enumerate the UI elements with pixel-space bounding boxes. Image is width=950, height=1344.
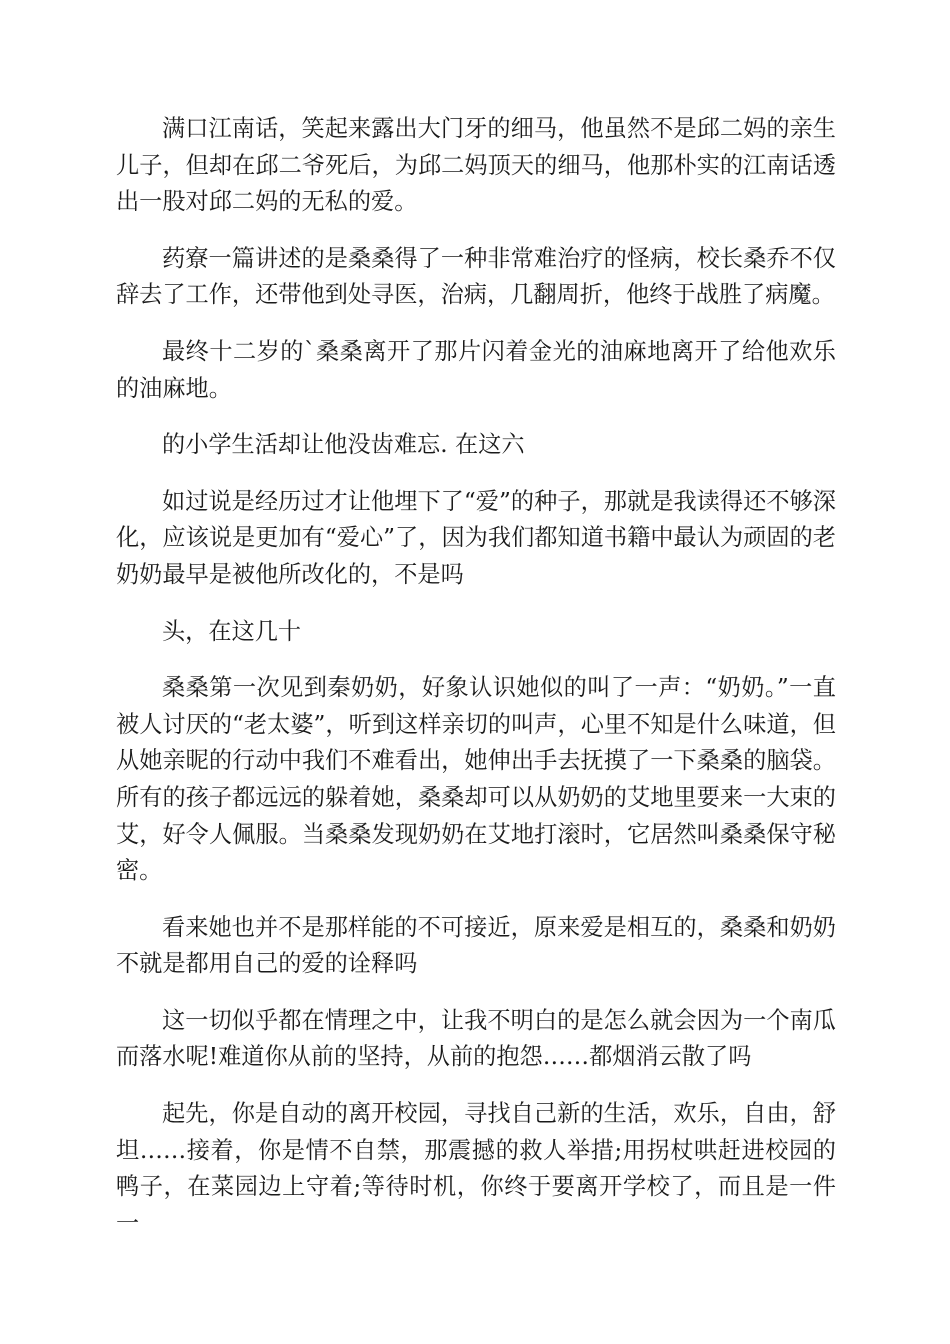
document-body bbox=[116, 111, 836, 1262]
paragraph-9: 这一切似乎都在情理之中，让我不明白的是怎么就会因为一个南瓜而落水呢!难道你从前的坚持，从前的抱怨……都烟消云散了吗 bbox=[116, 1006, 836, 1071]
paragraph-3: 最终十二岁的`桑桑离开了那片闪着金光的油麻地离开了给他欢乐的油麻地。 bbox=[116, 337, 836, 402]
paragraph-8: 看来她也并不是那样能的不可接近，原来爱是相互的，桑桑和奶奶不就是都用自己的爱的诠释吗 bbox=[116, 913, 836, 978]
paragraph-5: 如过说是经历过才让他埋下了“爱”的种子，那就是我读得还不够深化，应该说是更加有“爱心”了，因为我们都知道书籍中最认为顽固的老奶奶最早是被他所改化的，不是吗 bbox=[116, 487, 836, 588]
paragraph-1: 满口江南话，笑起来露出大门牙的细马，他虽然不是邱二妈的亲生儿子，但却在邱二爷死后，为邱二妈顶天的细马，他那朴实的江南话透出一股对邱二妈的无私的爱。 bbox=[116, 115, 836, 216]
paragraph-6: 头，在这几十 bbox=[162, 617, 302, 645]
paragraph-4: 的小学生活却让他没齿难忘. 在这六 bbox=[162, 431, 525, 459]
paragraph-10: 起先，你是自动的离开校园，寻找自己新的生活，欢乐，自由，舒坦……接着，你是情不自禁，那震撼的救人举措;用拐杖哄赶进校园的鸭子，在菜园边上守着;等待时机，你终于要离开学校了，而且是一件一 bbox=[116, 1100, 836, 1237]
paragraph-7: 桑桑第一次见到秦奶奶，好象认识她似的叫了一声：“奶奶。”一直被人讨厌的“老太婆”，听到这样亲切的叫声，心里不知是什么味道，但从她亲昵的行动中我们不难看出，她伸出手去抚摸了一下桑桑的脑袋。所有的孩子都远远的躲着她，桑桑却可以从奶奶的艾地里要来一大束的艾，好令人佩服。当桑桑发现奶奶在艾地打滚时，它居然叫桑桑保守秘密。 bbox=[116, 674, 836, 885]
paragraph-2: 药寮一篇讲述的是桑桑得了一种非常难治疗的怪病，校长桑乔不仅辞去了工作，还带他到处寻医，治病，几翻周折，他终于战胜了病魔。 bbox=[116, 244, 836, 309]
